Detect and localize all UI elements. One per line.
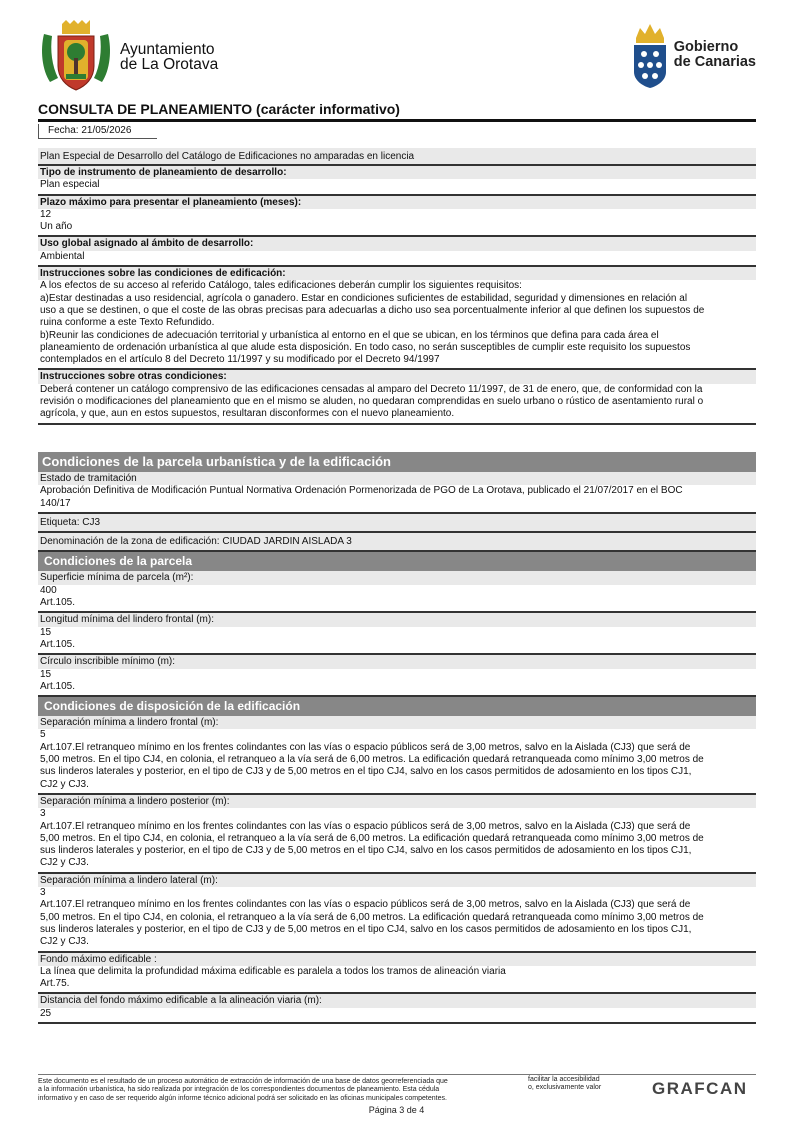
instr-edif-line: planeamiento de ordenación urbanística al que alude esta disposición. En todo caso, no serán susceptibles de cumplir este requisito los supuestos bbox=[40, 341, 691, 353]
estado-label: Estado de tramitación bbox=[38, 472, 756, 485]
estado-line: 140/17 bbox=[40, 497, 71, 509]
coat-of-arms-icon bbox=[38, 20, 114, 94]
grafcan-logo: GRAFCAN bbox=[652, 1079, 748, 1098]
fondo-label: Fondo máximo edificable : bbox=[38, 953, 756, 966]
sep-posterior-line: Art.107.El retranqueo mínimo en los frentes colindantes con las vías o espacio públicos será de 3,00 metros, salvo en la Aislada (CJ3) que será de bbox=[40, 820, 691, 832]
sep-frontal-line: Art.107.El retranqueo mínimo en los frentes colindantes con las vías o espacio públicos será de 3,00 metros, salvo en la Aislada (CJ3) que será de bbox=[40, 741, 691, 753]
sep-frontal-line: CJ2 y CJ3. bbox=[40, 778, 89, 790]
sep-lateral-label: Separación mínima a lindero lateral (m): bbox=[38, 874, 756, 887]
instr-otras-row bbox=[38, 370, 756, 424]
sep-lateral-line: sus linderos laterales y posterior, en el tipo de CJ3 y de 5,00 metros en el tipo CJ4, salvo en los casos permitidos de adosamiento en los tipos CJ1, bbox=[40, 923, 692, 935]
page-title: CONSULTA DE PLANEAMIENTO (carácter informativo) bbox=[38, 101, 756, 122]
instr-edif-line: contemplados en el artículo 8 del Decreto 11/1997 y su modificado por el Decreto 94/1997 bbox=[40, 354, 440, 366]
instr-otras-line: Deberá contener un catálogo comprensivo de las edificaciones censadas al amparo del Decreto 11/1997, de 31 de enero, que, de conformidad con la bbox=[40, 383, 703, 395]
parcela-heading: Condiciones de la parcela urbanística y de la edificación bbox=[38, 452, 756, 472]
gobierno-logo bbox=[630, 22, 756, 88]
footer-right-line: o, exclusivamente valor bbox=[528, 1084, 602, 1092]
uso-value: Ambiental bbox=[40, 250, 85, 262]
plan-name-row bbox=[38, 148, 756, 166]
sep-posterior-value: 3 bbox=[40, 808, 46, 820]
footer-line: informativo y en caso de ser requerido algún informe técnico adicional podrá ser solicitado en las oficinas municipales competentes. bbox=[38, 1094, 447, 1102]
sep-frontal-line: 5,00 metros. En el tipo CJ4, en colonia, el retranqueo a la vía será de 6,00 metros. La edificación quedará retranqueada como mínimo 3,00 metros de bbox=[40, 754, 704, 766]
etiqueta-row bbox=[38, 514, 756, 533]
footer-right-line: facilitar la accesibilidad bbox=[528, 1076, 600, 1083]
tipo-value: Plan especial bbox=[40, 179, 100, 191]
gobierno-name bbox=[674, 40, 756, 70]
tipo-row bbox=[38, 166, 756, 196]
superficie-art: Art.105. bbox=[40, 597, 76, 609]
sep-lateral-row bbox=[38, 874, 756, 953]
gobierno-line2: de Canarias bbox=[673, 54, 756, 70]
circulo-value: 15 bbox=[40, 668, 52, 680]
sep-posterior-line: CJ2 y CJ3. bbox=[40, 857, 89, 869]
circulo-art: Art.105. bbox=[40, 680, 76, 692]
page-number: Página 3 de 4 bbox=[368, 1105, 425, 1115]
circulo-label: Círculo inscribible mínimo (m): bbox=[38, 655, 756, 668]
instr-edif-label: Instrucciones sobre las condiciones de edificación: bbox=[38, 267, 756, 280]
plazo-value: 12 bbox=[40, 208, 52, 220]
distancia-row bbox=[38, 994, 756, 1024]
fondo-row bbox=[38, 953, 756, 995]
ayuntamiento-name bbox=[120, 42, 218, 72]
plazo-label: Plazo máximo para presentar el planeamiento (meses): bbox=[38, 196, 756, 209]
sep-posterior-line: 5,00 metros. En el tipo CJ4, en colonia, el retranqueo a la vía será de 6,00 metros. La edificación quedará retranqueada como mínimo 3,00 metros de bbox=[40, 832, 704, 844]
disposicion-subheading: Condiciones de disposición de la edificación bbox=[38, 697, 756, 716]
sep-frontal-row bbox=[38, 716, 756, 795]
instr-edif-line: uso a que se destinen, o que el coste de las obras precisas para adecuarlas a dicho uso sea porcentualmente inferior al que definen los supuestos de bbox=[40, 304, 705, 316]
instr-edif-line: b)Reunir las condiciones de adecuación territorial y urbanística al entorno en el que se ubican, en los términos que defina para cada área el bbox=[40, 329, 659, 341]
longitud-row bbox=[38, 613, 756, 655]
plazo-row bbox=[38, 196, 756, 238]
instr-edif-line: A los efectos de su acceso al referido Catálogo, tales edificaciones deberán cumplir los siguientes requisitos: bbox=[40, 280, 522, 292]
fondo-art: Art.75. bbox=[40, 978, 70, 990]
longitud-art: Art.105. bbox=[40, 638, 76, 650]
distancia-label: Distancia del fondo máximo edificable a la alineación viaria (m): bbox=[38, 994, 756, 1007]
parcela-section bbox=[38, 452, 756, 1024]
longitud-value: 15 bbox=[40, 626, 52, 638]
footer-disclaimer bbox=[38, 1078, 508, 1103]
tipo-label: Tipo de instrumento de planeamiento de desarrollo: bbox=[38, 166, 756, 179]
instr-edif-line: a)Estar destinadas a uso residencial, agrícola o ganadero. Estar en condiciones suficientes de estabilidad, seguridad y dimensiones en relación al bbox=[40, 292, 688, 304]
sep-frontal-label: Separación mínima a lindero frontal (m): bbox=[38, 716, 756, 729]
plazo-note: Un año bbox=[40, 221, 73, 233]
footer-right-text bbox=[528, 1076, 645, 1093]
page-header bbox=[38, 18, 756, 96]
ayuntamiento-line1: Ayuntamiento bbox=[120, 41, 215, 58]
plan-name: Plan Especial de Desarrollo del Catálogo de Edificaciones no amparadas en licencia bbox=[40, 151, 415, 162]
sep-frontal-line: sus linderos laterales y posterior, en el tipo de CJ3 y de 5,00 metros en el tipo CJ4, salvo en los casos permitidos de adosamiento en los tipos CJ1, bbox=[40, 766, 692, 778]
uso-label: Uso global asignado al ámbito de desarrollo: bbox=[38, 237, 756, 250]
uso-row bbox=[38, 237, 756, 267]
sep-lateral-line: Art.107.El retranqueo mínimo en los frentes colindantes con las vías o espacio públicos será de 3,00 metros, salvo en la Aislada (CJ3) que será de bbox=[40, 899, 691, 911]
fecha-box: Fecha: 21/05/2026 bbox=[38, 124, 157, 139]
superficie-row bbox=[38, 571, 756, 613]
distancia-value: 25 bbox=[40, 1007, 52, 1019]
footer-line: Este documento es el resultado de un proceso automático de extracción de información de una base de datos georreferenciada que bbox=[38, 1078, 448, 1085]
superficie-label: Superficie mínima de parcela (m²): bbox=[38, 571, 756, 584]
ayuntamiento-line2: de La Orotava bbox=[120, 56, 219, 73]
parcela-subheading: Condiciones de la parcela bbox=[38, 552, 756, 571]
top-section bbox=[38, 148, 756, 425]
sep-posterior-label: Separación mínima a lindero posterior (m): bbox=[38, 795, 756, 808]
instr-otras-line: agrícola, y que, aun en estos supuestos, resultaran disconformes con el nuevo planeamiento. bbox=[40, 408, 455, 420]
estado-row bbox=[38, 472, 756, 514]
denominacion-value: CIUDAD JARDIN AISLADA 3 bbox=[222, 536, 352, 548]
denominacion-row bbox=[38, 533, 756, 552]
gobierno-line1: Gobierno bbox=[673, 39, 739, 55]
instr-otras-line: revisión o modificaciones del planeamiento que en el mismo se aluden, no quedaran comprendidas en suelo urbano o rústico de asentamiento rural o bbox=[40, 396, 704, 408]
sep-lateral-value: 3 bbox=[40, 887, 46, 899]
sep-posterior-row bbox=[38, 795, 756, 874]
longitud-label: Longitud mínima del lindero frontal (m): bbox=[38, 613, 756, 626]
sep-lateral-line: 5,00 metros. En el tipo CJ4, en colonia, el retranqueo a la vía será de 6,00 metros. La edificación quedará retranqueada como mínimo 3,00 metros de bbox=[40, 911, 704, 923]
etiqueta-label: Etiqueta: bbox=[40, 516, 80, 528]
instr-edif-line: ruina conforme a este Texto Refundido. bbox=[40, 317, 215, 329]
sep-posterior-line: sus linderos laterales y posterior, en el tipo de CJ3 y de 5,00 metros en el tipo CJ4, salvo en los casos permitidos de adosamiento en los tipos CJ1, bbox=[40, 845, 692, 857]
fondo-value: La línea que delimita la profundidad máxima edificable es paralela a todos los tramos de alineación viaria bbox=[40, 965, 506, 977]
footer-rule bbox=[38, 1074, 756, 1075]
denominacion-label: Denominación de la zona de edificación: bbox=[40, 536, 220, 548]
footer-line: a la información urbanística, ha sido realizada por integración de los correspondientes documentos de planeamiento. Esta cédula bbox=[38, 1086, 440, 1094]
estado-line: Aprobación Definitiva de Modificación Puntual Normativa Ordenación Pormenorizada de PGO de La Orotava, publicado el 21/07/2017 en el BOC bbox=[40, 485, 683, 497]
superficie-value: 400 bbox=[40, 584, 57, 596]
etiqueta-value: CJ3 bbox=[82, 516, 101, 528]
sep-frontal-value: 5 bbox=[40, 729, 46, 741]
instr-edif-row bbox=[38, 267, 756, 370]
circulo-row bbox=[38, 655, 756, 697]
gobierno-crown-icon bbox=[630, 22, 670, 88]
instr-otras-label: Instrucciones sobre otras condiciones: bbox=[38, 370, 756, 383]
ayuntamiento-logo bbox=[38, 20, 218, 94]
sep-lateral-line: CJ2 y CJ3. bbox=[40, 936, 89, 948]
